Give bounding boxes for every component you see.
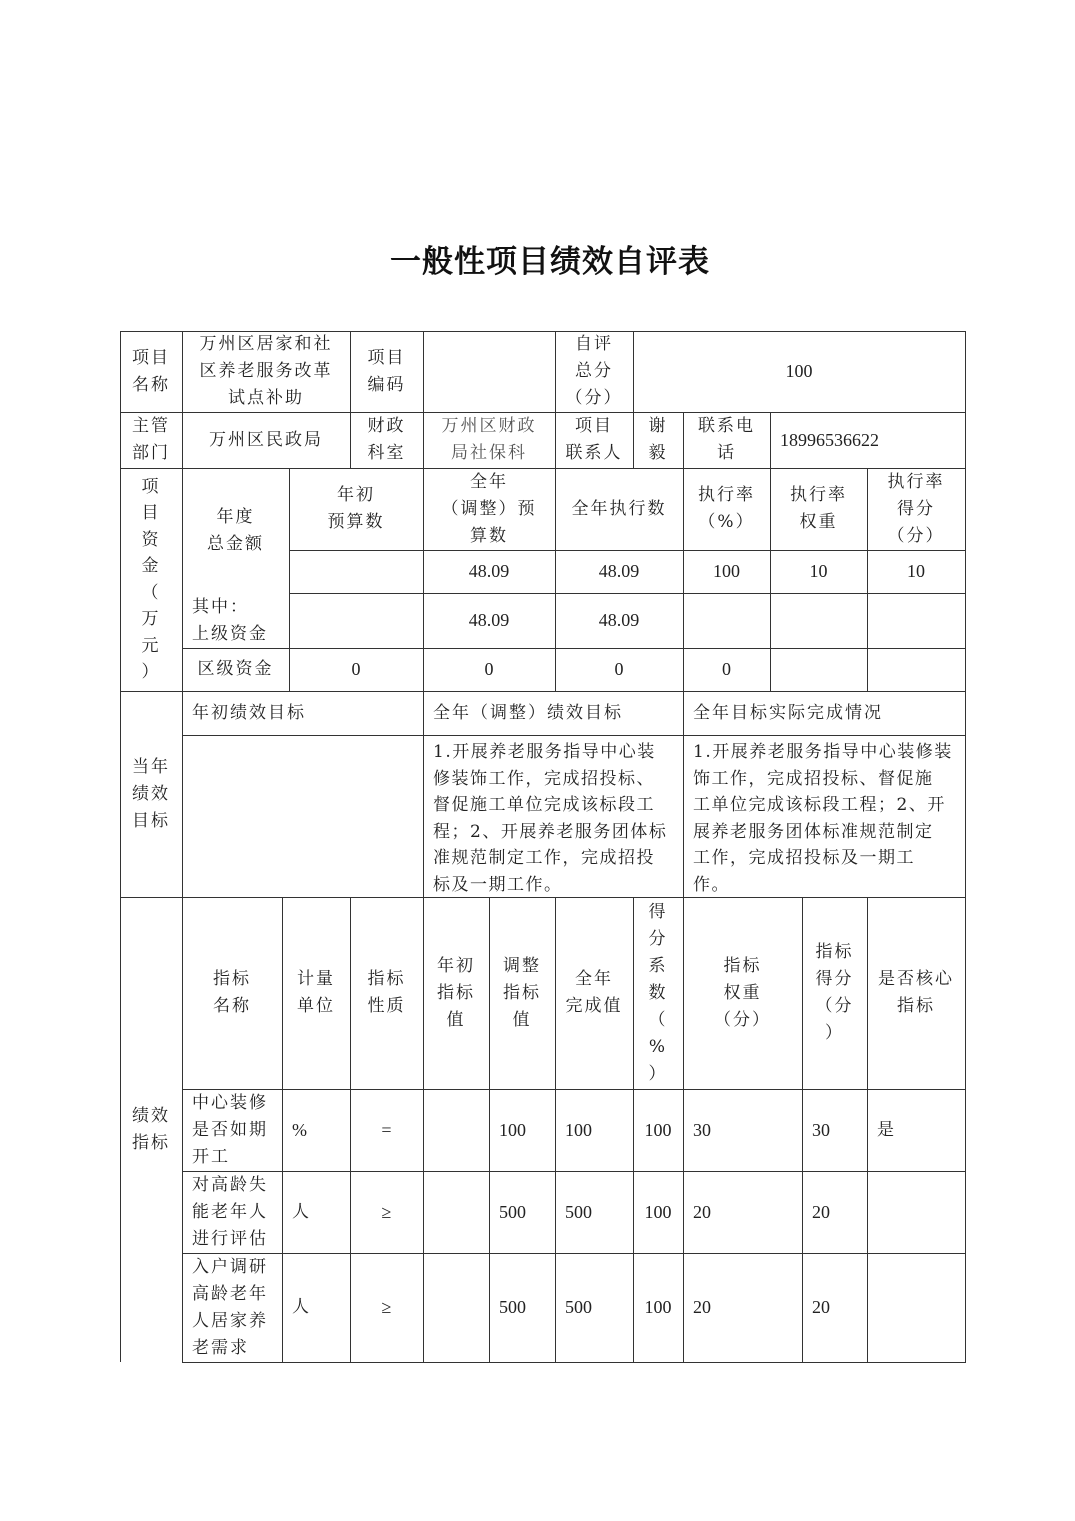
- page-title: 一般性项目绩效自评表: [390, 244, 710, 280]
- indicator-row-name: 入户调研 高龄老年 人居家养 老需求: [192, 1256, 268, 1358]
- funds-upper-label: 其中： 上级资金: [192, 596, 268, 644]
- finance-label: 财政 科室: [367, 416, 406, 463]
- funds-upper-adjusted: 48.09: [468, 610, 510, 630]
- table-border-right: [965, 331, 966, 1362]
- ind-header-initial: 年初 指标 值: [437, 955, 475, 1030]
- indicator-row-actual: 500: [565, 1297, 592, 1317]
- funds-section-label: 项 目 资 金 （ 万 元 ）: [141, 476, 161, 682]
- score-value: 100: [785, 361, 813, 381]
- indicator-row-unit: %: [292, 1119, 307, 1140]
- indicators-section-label: 绩效 指标: [132, 1105, 170, 1153]
- funds-district-label: 区级资金: [197, 659, 274, 679]
- goals-adjusted-text: 1.开展养老服务指导中心装 修装饰工作，完成招投标、 督促施工单位完成该标段工 程；2、开展养老服务团体标 准规范制定工作，完成招投 标及一期工作。: [433, 742, 668, 895]
- indicator-row-weight: 30: [693, 1119, 711, 1140]
- indicator-row-actual: 500: [565, 1201, 592, 1222]
- dept-value: 万州区民政局: [209, 429, 323, 450]
- project-code-label: 项目 编码: [367, 347, 406, 395]
- funds-district-rate: 0: [722, 659, 731, 679]
- funds-header-adjusted: 全年 （调整）预 算数: [441, 471, 537, 546]
- goals-header-actual: 全年目标实际完成情况: [693, 702, 883, 723]
- indicator-row-nature: =: [381, 1119, 392, 1140]
- indicator-row-adjusted: 500: [499, 1297, 526, 1317]
- indicator-row-nature: ≥: [381, 1297, 392, 1317]
- indicator-row-unit: 人: [292, 1297, 311, 1317]
- indicator-row-core: [867, 1171, 965, 1253]
- indicator-row-initial: [423, 1253, 489, 1362]
- funds-district-initial: 0: [351, 659, 361, 679]
- indicator-row-coef: 100: [644, 1119, 672, 1140]
- phone-value: 18996536622: [780, 429, 879, 450]
- ind-header-adjusted: 调整 指标 值: [503, 955, 541, 1030]
- ind-header-score: 指标 得分 （分 ）: [815, 942, 854, 1043]
- funds-upper-rate: [683, 593, 770, 648]
- project-code-value: [423, 331, 555, 412]
- indicator-row-initial: [423, 1171, 489, 1253]
- indicator-row-coef: 100: [644, 1201, 672, 1222]
- indicator-row-initial: [423, 1089, 489, 1171]
- phone-label: 联系电 话: [698, 416, 755, 463]
- funds-header-executed: 全年执行数: [571, 498, 667, 519]
- finance-value: 万州区财政 局社保科: [441, 416, 537, 463]
- indicator-row-core: 是: [877, 1119, 896, 1140]
- ind-header-name: 指标 名称: [213, 969, 251, 1016]
- indicator-row-coef: 100: [644, 1297, 672, 1317]
- funds-total-initial: [289, 550, 423, 593]
- table-border-bottom: [182, 1362, 966, 1363]
- funds-total-weight: 10: [809, 561, 828, 581]
- ind-header-core: 是否核心 指标: [878, 969, 954, 1016]
- funds-upper-initial: [289, 593, 423, 648]
- goals-header-initial: 年初绩效目标: [192, 702, 306, 723]
- funds-district-executed: 0: [614, 659, 624, 679]
- goals-section-label: 当年 绩效 目标: [132, 756, 170, 831]
- funds-upper-weight: [770, 593, 867, 648]
- indicator-row-name: 对高龄失 能老年人 进行评估: [192, 1174, 268, 1249]
- ind-header-nature: 指标 性质: [367, 969, 406, 1016]
- funds-header-initial: 年初 预算数: [327, 485, 385, 532]
- indicator-row-nature: ≥: [381, 1201, 392, 1222]
- funds-header-rate: 执行率 （%）: [698, 485, 755, 532]
- ind-header-actual: 全年 完成值: [565, 969, 623, 1016]
- indicator-row-score: 30: [812, 1119, 830, 1140]
- ind-header-coef: 得 分 系 数 （ % ）: [648, 901, 668, 1084]
- funds-upper-score: [867, 593, 965, 648]
- indicator-row-name: 中心装修 是否如期 开工: [192, 1092, 268, 1167]
- funds-total-score: 10: [907, 561, 925, 581]
- indicator-row-unit: 人: [292, 1201, 311, 1222]
- indicator-row-weight: 20: [693, 1201, 711, 1222]
- funds-total-label: 年度 总金额: [207, 506, 264, 554]
- indicator-row-adjusted: 100: [499, 1119, 526, 1140]
- funds-header-score: 执行率 得分 （分）: [887, 471, 945, 546]
- goals-initial-text: [182, 735, 423, 897]
- indicator-row-actual: 100: [565, 1119, 592, 1140]
- indicator-row-score: 20: [812, 1297, 830, 1317]
- goals-header-adjusted: 全年（调整）绩效目标: [433, 702, 623, 723]
- indicator-row-adjusted: 500: [499, 1201, 526, 1222]
- contact-value: 谢 毅: [648, 416, 668, 463]
- project-name-value: 万州区居家和社 区养老服务改革 试点补助: [199, 334, 333, 408]
- score-label: 自评 总分 （分）: [565, 334, 623, 408]
- funds-total-rate: 100: [713, 561, 740, 581]
- funds-district-weight: [770, 648, 867, 691]
- dept-label: 主管 部门: [132, 416, 170, 463]
- indicator-row-score: 20: [812, 1201, 830, 1222]
- ind-header-weight: 指标 权重 （分）: [714, 955, 771, 1030]
- indicator-row-weight: 20: [693, 1297, 711, 1317]
- funds-district-score: [867, 648, 965, 691]
- funds-district-adjusted: 0: [484, 659, 494, 679]
- funds-upper-executed: 48.09: [598, 610, 640, 630]
- project-name-label: 项目 名称: [132, 347, 170, 395]
- funds-total-executed: 48.09: [598, 561, 640, 581]
- goals-actual-text: 1.开展养老服务指导中心装修装 饰工作，完成招投标、督促施 工单位完成该标段工程；2、开 展养老服务团体标准规范制定 工作，完成招投标及一期工 作。: [693, 742, 953, 895]
- funds-header-weight: 执行率 权重: [790, 485, 847, 532]
- ind-header-unit: 计量 单位: [297, 969, 335, 1016]
- indicator-row-core: [867, 1253, 965, 1362]
- funds-total-adjusted: 48.09: [468, 561, 510, 581]
- contact-label: 项目 联系人: [565, 416, 623, 463]
